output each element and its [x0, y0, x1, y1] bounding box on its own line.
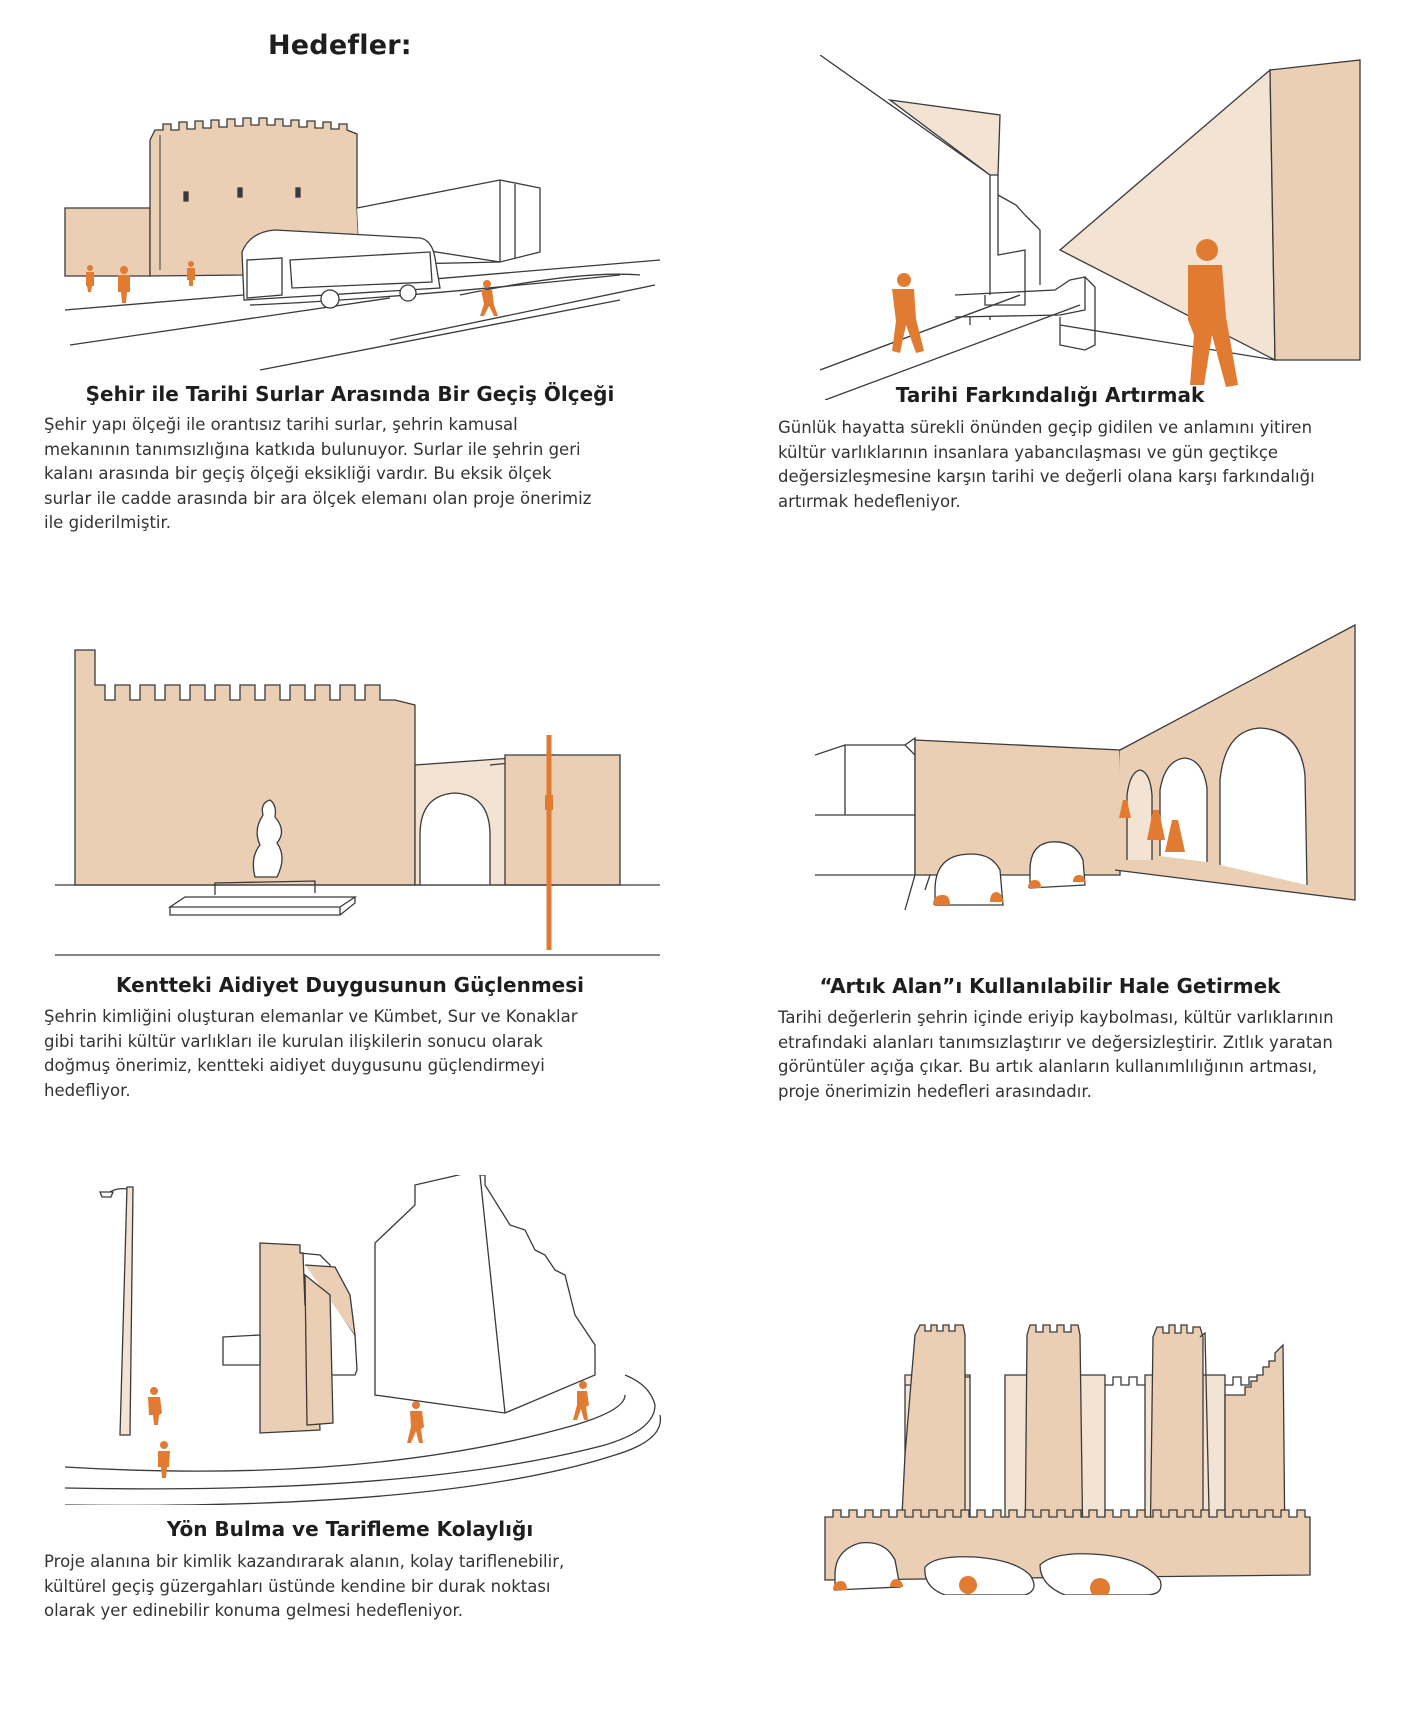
illustration-arches-cars	[815, 620, 1375, 920]
section-2-body: Günlük hayatta sürekli önünden geçip gidilen ve anlamını yitiren kültür varlıklarının insanlara yabancılaşması ve gün geçtikçe değersizleşmesine karşın tarihi ve değerli olana karşı farkındalığı artırmak hedefleniyor.	[778, 418, 1315, 511]
illustration-castle-cars	[805, 1305, 1365, 1595]
section-4-title: “Artık Alan”ı Kullanılabilir Hale Getirmek	[819, 974, 1281, 998]
page-title: Hedefler:	[268, 30, 412, 61]
section-3-title: Kentteki Aidiyet Duygusunun Güçlenmesi	[116, 973, 584, 997]
section-5-body: Proje alanına bir kimlik kazandırarak alanın, kolay tariflenebilir, kültürel geçiş güzergahları üstünde kendine bir durak noktası olarak yer edinebilir konuma gelmesi hedefleniyor.	[44, 1552, 565, 1620]
section-1-title: Şehir ile Tarihi Surlar Arasında Bir Geçiş Ölçeği	[85, 382, 615, 406]
illustration-wall-monument	[55, 645, 675, 960]
section-4-body: Tarihi değerlerin şehrin içinde eriyip kaybolması, kültür varlıklarının etrafındaki alanları tanımsızlaştırır ve değersizleştirir. Zıtlık yaratan görüntüler açığa çıkar. Bu artık alanların kullanımlılığının artması, proje önerimizin hedefleri arasındadır.	[778, 1008, 1334, 1101]
section-1-body: Şehir yapı ölçeği ile orantısız tarihi surlar, şehrin kamusal mekanının tanımsızlığına katkıda bulunuyor. Surlar ile şehrin geri kalanı arasında bir geçiş ölçeği eksikliği vardır. Bu eksik ölçek surlar ile cadde arasında bir ara ölçek elemanı olan proje önerimiz ile giderilmiştir.	[44, 415, 592, 532]
illustration-city-wall-bus	[60, 100, 660, 380]
illustration-wayfinding	[65, 1175, 675, 1505]
section-2-title: Tarihi Farkındalığı Artırmak	[895, 383, 1205, 407]
section-3-body: Şehrin kimliğini oluşturan elemanlar ve Kümbet, Sur ve Konaklar gibi tarihi kültür varlıkları ile kurulan ilişkilerin sonucu olarak doğmuş önerimiz, kentteki aidiyet duygusunu güçlendirmeyi hedefliyor.	[44, 1007, 578, 1100]
illustration-perspective-street	[820, 55, 1380, 400]
section-5-title: Yön Bulma ve Tarifleme Kolaylığı	[166, 1517, 534, 1541]
